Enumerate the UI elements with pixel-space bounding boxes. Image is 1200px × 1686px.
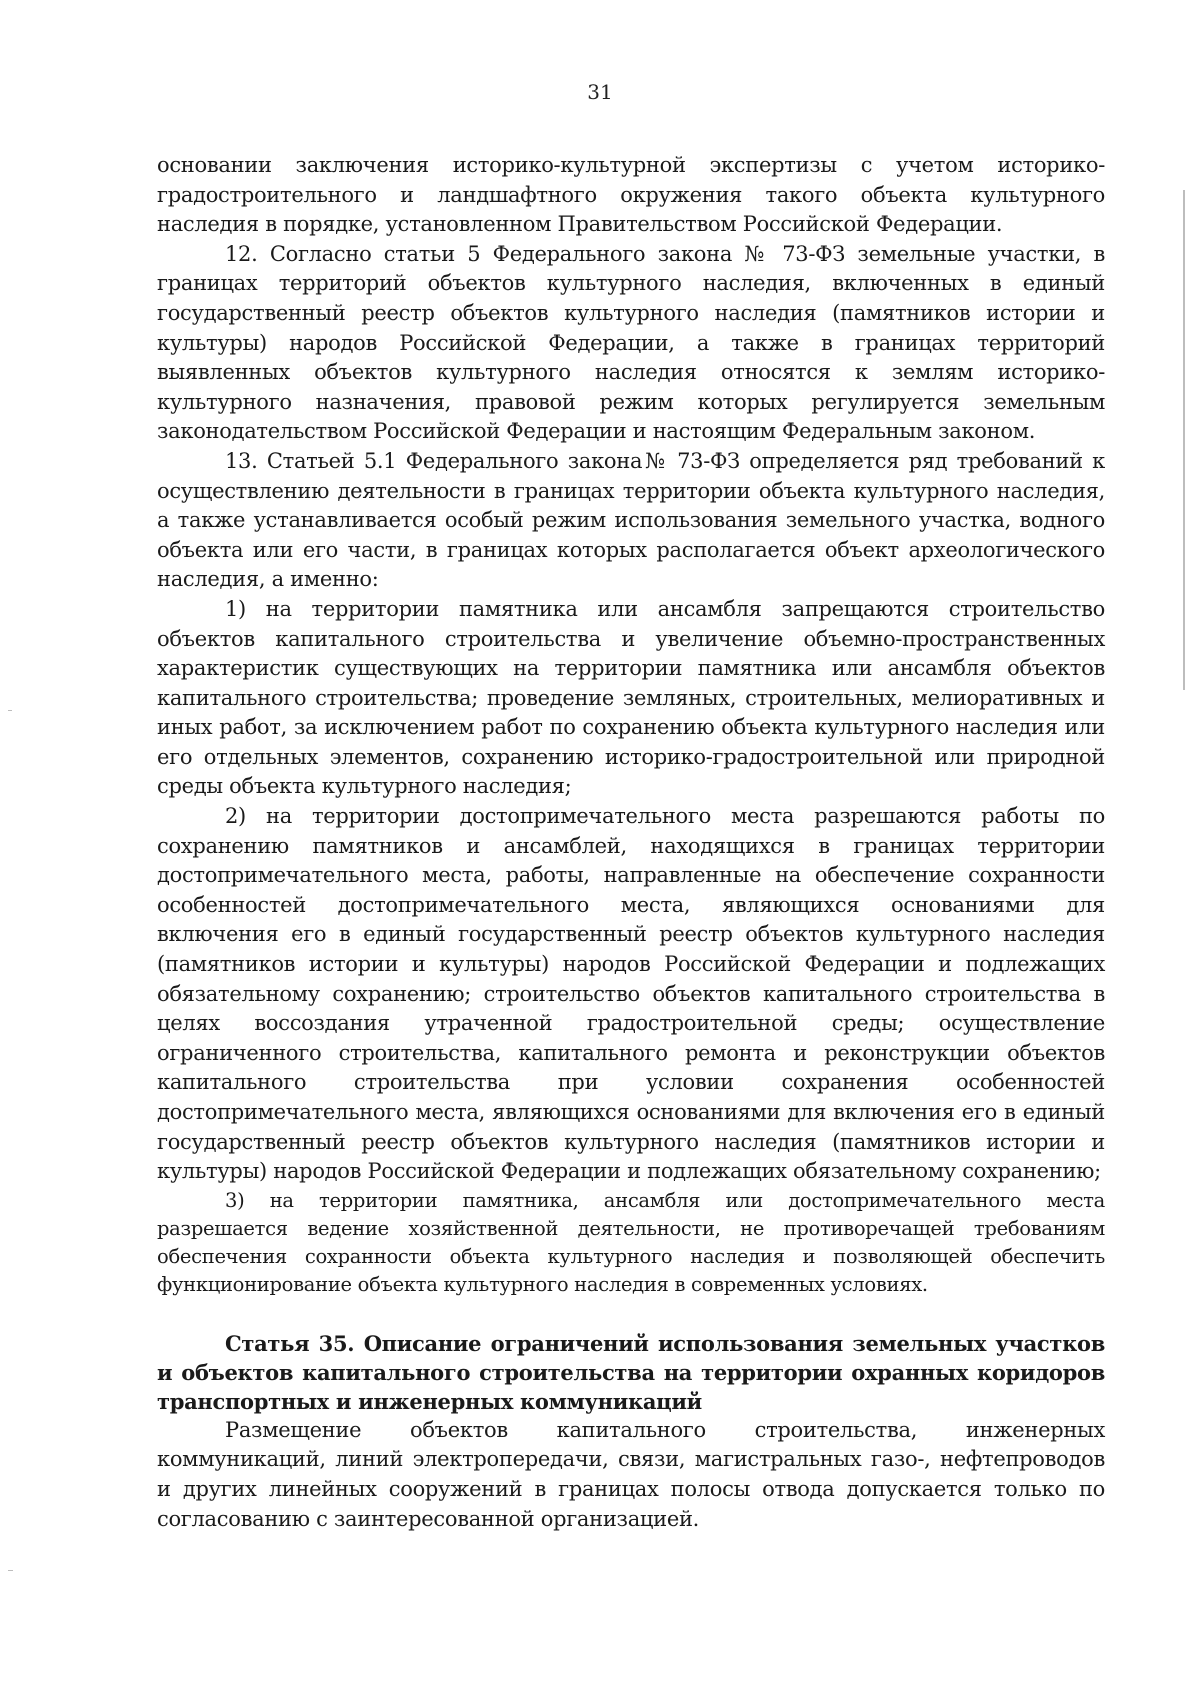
paragraph-12: 12. Согласно статьи 5 Федерального закона № 73-ФЗ земельные участки, в границах территорий объектов культурного наследия, включенных в единый государственный реестр объектов культурного наследия (памятников истории и культуры) народов Российской Федерации, а также в границах территорий выявленных объектов культурного наследия относятся к землям историко-культурного назначения, правовой режим которых регулируется земельным законодательством Российской Федерации и настоящим Федеральным законом. bbox=[157, 241, 1105, 444]
list-item-2: 2) на территории достопримечательного места разрешаются работы по сохранению памятников и ансамблей, находящихся в границах территории достопримечательного места, работы, направленные на обеспечение сохранности особенностей достопримечательного места, являющихся основаниями для включения его в единый государственный реестр объектов культурного наследия (памятников истории и культуры) народов Российской Федерации и подлежащих обязательному сохранению; строительство объектов капитального строительства в целях воссоздания утраченной градостроительной среды; осуществление ограниченного строительства, капитального ремонта и реконструкции объектов капитального строительства при условии сохранения особенностей достопримечательного места, являющихся основаниями для включения его в единый государственный реестр объектов культурного наследия (памятников истории и культуры) народов Российской Федерации и подлежащих обязательному сохранению; bbox=[157, 804, 1105, 1184]
scan-edge-mark bbox=[1183, 190, 1185, 690]
article-35-heading: Статья 35. Описание ограничений использования земельных участков и объектов капитального строительства на территории охранных коридоров транспортных и инженерных коммуникаций bbox=[157, 1330, 1105, 1414]
document-body bbox=[157, 151, 1105, 1534]
paragraph-continuation: основании заключения историко-культурной экспертизы с учетом историко-градостроительного и ландшафтного окружения такого объекта культурного наследия в порядке, установленном Правительством Российской Федерации. bbox=[157, 153, 1105, 237]
page-number: 31 bbox=[587, 80, 613, 104]
scan-edge-mark bbox=[8, 710, 12, 711]
scan-edge-mark bbox=[8, 1570, 13, 1571]
list-item-1: 1) на территории памятника или ансамбля запрещаются строительство объектов капитального строительства и увеличение объемно-пространственных характеристик существующих на территории памятника или ансамбля объектов капитального строительства; проведение земляных, строительных, мелиоративных и иных работ, за исключением работ по сохранению объекта культурного наследия или его отдельных элементов, сохранению историко-градостроительной или природной среды объекта культурного наследия; bbox=[157, 596, 1105, 799]
paragraph-13: 13. Статьей 5.1 Федерального закона№ 73-ФЗ определяется ряд требований к осуществлению деятельности в границах территории объекта культурного наследия, а также устанавливается особый режим использования земельного участка, водного объекта или его части, в границах которых располагается объект археологического наследия, а именно: bbox=[157, 448, 1105, 592]
article-35-body: Размещение объектов капитального строительства, инженерных коммуникаций, линий электропередачи, связи, магистральных газо-, нефтепроводов и других линейных сооружений в границах полосы отвода допускается только по согласованию с заинтересованной организацией. bbox=[157, 1417, 1105, 1531]
list-item-3: 3) на территории памятника, ансамбля или достопримечательного места разрешается ведение хозяйственной деятельности, не противоречащей требованиям обеспечения сохранности объекта культурного наследия и позволяющей обеспечить функционирование объекта культурного наследия в современных условиях. bbox=[157, 1188, 1105, 1296]
